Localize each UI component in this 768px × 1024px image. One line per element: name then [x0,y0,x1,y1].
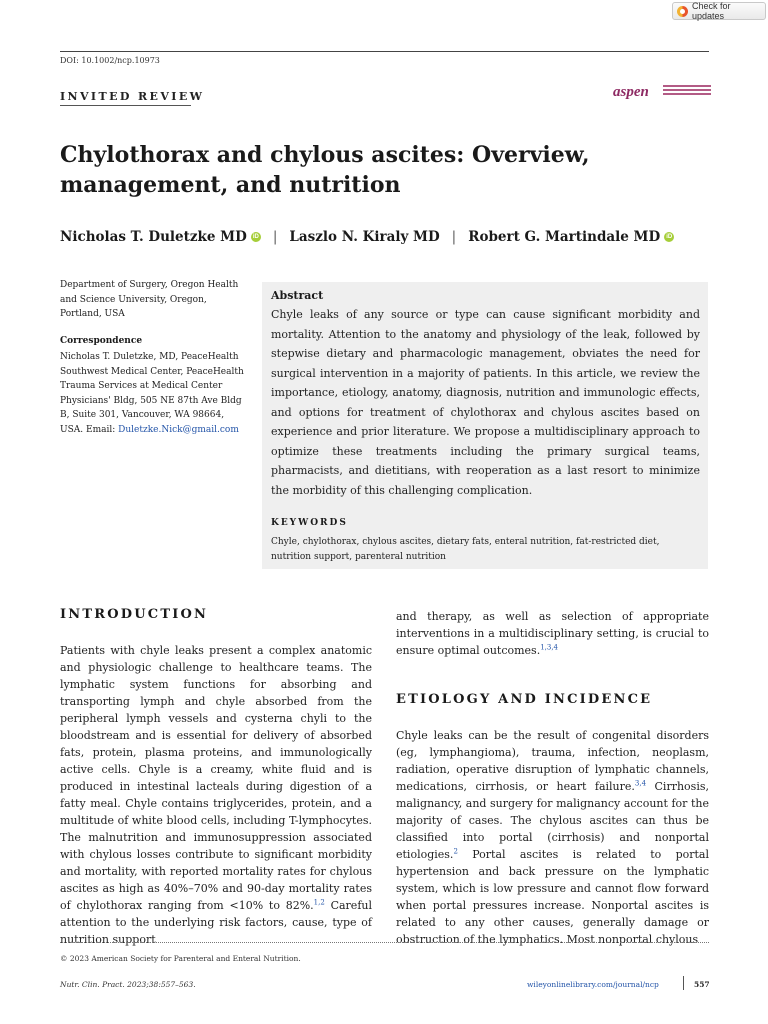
affiliation: Department of Surgery, Oregon Health and Science University, Oregon, Portland, USA [60,280,239,319]
header-rule [60,51,709,52]
correspondence-address: Nicholas T. Duletzke, MD, PeaceHealth Southwest Medical Center, PeaceHealth Trauma Services at Medical Center Physicians' Bldg, 505 NE 87th Ave Bldg B, Suite 301, Vancouver, WA 98664, USA. [60,352,244,435]
author-separator: | [272,229,278,245]
abstract-heading: Abstract [271,289,324,302]
doi: DOI: 10.1002/ncp.10973 [60,56,160,65]
orcid-icon[interactable]: iD [252,234,259,240]
correspondence-text [60,350,250,437]
aspen-logo [613,76,711,104]
intro-text-2: and therapy, as well as selection of appropriate interventions in a multidisciplinary setting, is crucial to ensure optimal outcomes. [396,610,709,657]
author-2[interactable]: Laszlo N. Kiraly MD [289,229,440,245]
page-number: 557 [694,980,710,989]
copyright: © 2023 American Society for Parenteral and Enteral Nutrition. [60,954,301,963]
correspondence-heading: Correspondence [60,336,143,346]
citation-link[interactable]: 1,2 [313,898,325,907]
author-1[interactable]: Nicholas T. Duletzke MD [60,229,247,245]
author-separator: | [451,229,457,245]
etiology-text-1: Chyle leaks can be the result of congenital disorders (eg, lymphangioma), trauma, infection, neoplasm, radiation, operative disruption of lymphatic channels, medications, cirrhosis, or heart failure. [396,729,709,793]
citation-link[interactable]: 2 [453,847,458,856]
article-title: Chylothorax and chylous ascites: Overview, management, and nutrition [60,142,590,198]
introduction-paragraph [60,642,372,948]
check-for-updates-button[interactable] [672,2,766,20]
keywords-heading: KEYWORDS [271,518,348,528]
etiology-text-2: Cirrhosis, malignancy, and surgery for malignancy account for the majority of cases. The chylous ascites can thus be classified into portal (cirrhosis) and nonportal etiologies. [396,780,709,861]
article-type-underline [60,105,191,106]
aspen-logo-tagline-icon [663,85,711,97]
intro-text: Patients with chyle leaks present a complex anatomic and physiologic challenge to healthcare teams. The lymphatic system functions for absorbing and transporting lymph and chyle absorbed from the peripheral lymph vessels and cysterna chyli to the bloodstream and is essential for delivery of absorbed fats, protein, plasma proteins, and immunologically active cells. Chyle is a creamy, white fluid and is produced in intestinal lacteals during digestion of a fatty meal. Chyle contains triglycerides, protein, and a multitude of white blood cells, including T-lymphocytes. The malnutrition and immunosuppression associated with chylous losses contribute to significant morbidity and mortality, with reported mortality rates for chylous ascites as high as 40%–70% and 90-day mortality rates of chylothorax ranging from <10% to 82%. [60,644,372,912]
footer-separator [683,976,684,990]
etiology-text-3: Portal ascites is related to portal hypertension and back pressure on the lymphatic system, which is low pressure and cannot flow forward when portal pressures increase. Nonportal ascites is related to any other causes, generally damage or obstruction of the lymphatics. Most nonportal chylous [396,848,709,946]
introduction-heading: INTRODUCTION [60,607,209,622]
etiology-heading: ETIOLOGY AND INCIDENCE [396,692,653,707]
article-type: INVITED REVIEW [60,90,205,103]
intro-text-cont: Careful attention to the underlying risk factors, cause, type of nutrition support [60,899,372,946]
orcid-icon[interactable]: iD [666,234,673,240]
abstract-text: Chyle leaks of any source or type can cause significant morbidity and mortality. Attention to the anatomy and physiology of the leak, followed by stepwise dietary and pharmacologic management, obviates the need for surgical intervention in a majority of patients. In this article, we review the importance, etiology, anatomy, diagnosis, nutrition and immunologic effects, and options for treatment of chylothorax and chylous ascites based on experience and prior literature. We propose a multidisciplinary approach to optimize these treatments including the primary surgical teams, pharmacists, and dietitians, with reoperation as a last resort to minimize the morbidity of this challenging complication. [271,308,700,497]
citation-link[interactable]: 1,3,4 [540,643,558,652]
citation-link[interactable]: 3,4 [634,779,647,788]
journal-citation: Nutr. Clin. Pract. 2023;38:557–563. [60,980,196,989]
keywords-text: Chyle, chylothorax, chylous ascites, dietary fats, enteral nutrition, fat-restricted diet, nutrition support, parenteral nutrition [271,537,660,562]
author-3[interactable]: Robert G. Martindale MD [468,229,661,245]
introduction-paragraph-cont [396,608,709,659]
check-for-updates-label: Check for updates [692,1,731,21]
crossmark-icon [677,6,688,17]
author-list [60,229,674,245]
etiology-paragraph [396,727,709,948]
footer-divider [60,942,709,943]
aspen-logo-word: aspen [613,84,649,100]
journal-url-link[interactable]: wileyonlinelibrary.com/journal/ncp [527,980,659,989]
email-label: Email: [86,424,119,435]
email-link[interactable]: Duletzke.Nick@gmail.com [118,424,239,435]
